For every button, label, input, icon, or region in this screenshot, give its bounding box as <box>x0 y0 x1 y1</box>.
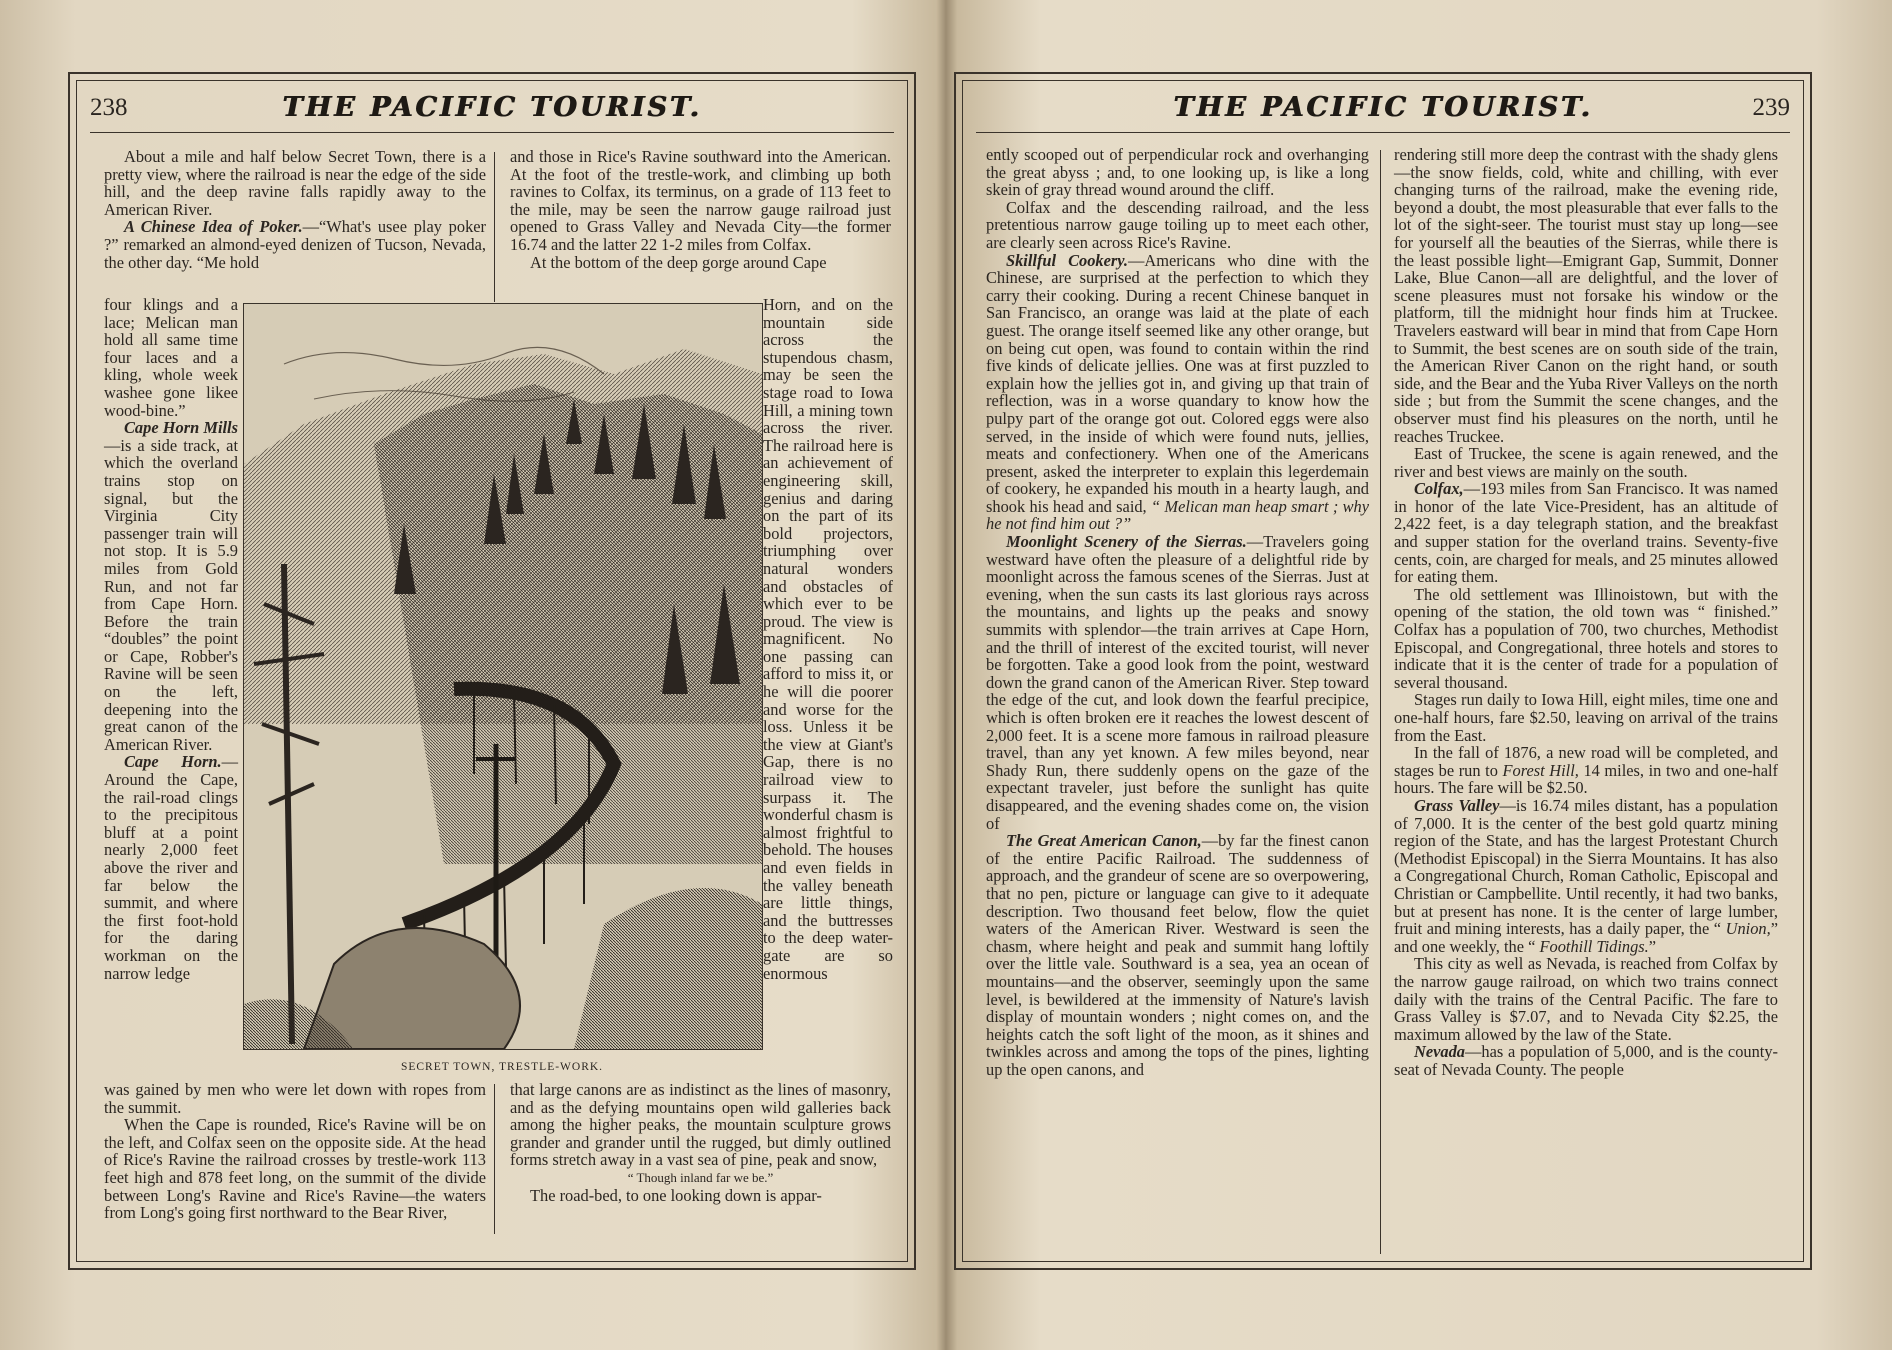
heading-grass-valley: Grass Valley <box>1414 795 1500 815</box>
left-col1-bottom <box>104 1081 486 1222</box>
engraving-image <box>244 304 762 1049</box>
illustration-caption: SECRET TOWN, TRESTLE-WORK. <box>400 1061 604 1073</box>
heading-chinese-poker: A Chinese Idea of Poker. <box>124 217 303 237</box>
paragraph-text: In the fall of 1876, a new road will be completed, and stages be run to <box>1394 743 1778 780</box>
left-col2-top <box>510 148 891 271</box>
paragraph-colfax <box>1394 480 1778 586</box>
left-right-wrap-column <box>763 296 893 982</box>
paragraph-cont: ently scooped out of perpendicular rock and overhanging the great abyss ; and, to one looking up, is like a long skein of gray thread wound around the cliff. <box>986 145 1369 200</box>
right-col1 <box>986 146 1369 1078</box>
left-column-divider-lower <box>494 1084 495 1234</box>
forest-hill-text: Forest Hill, <box>1502 760 1579 780</box>
paragraph-text: —“What's usee play poker ?” remarked an almond-eyed denizen of Tucson, Nevada, the other day. “Me hold <box>104 217 486 272</box>
left-header-rule <box>90 132 894 133</box>
paragraph-nevada <box>1394 1043 1778 1078</box>
paragraph-colfax-view: Colfax and the descending railroad, and the less pretentious narrow gauge toiling up to meet each other, are clearly seen across Rice's Ravine. <box>986 197 1369 252</box>
right-col2 <box>1394 146 1778 1078</box>
heading-nevada: Nevada <box>1414 1042 1465 1062</box>
paragraph-gorge-cont: Horn, and on the mountain side across the stupendous chasm, may be seen the stage road to Iowa Hill, a mining town across the river. The railroad here is an achievement of engineering skill, genius and daring on the part of its bold projectors, triumphing over natural wonders and obstacles of which ever to be proud. The view is magnificent. No one passing can afford to miss it, or he will die poorer and worse for the loss. Unless it be the view at Giant's Gap, there is no railroad view to surpass it. The wonderful chasm is almost frightful to behold. The houses and even fields in the valley beneath are little things, and the buttresses to the deep water-gate are so enormous <box>763 295 893 983</box>
paragraph-text: —Americans who dine with the Chinese, are surprised at the perfection to which they carry their cooking. During a recent Chinese banquet in San Francisco, an orange was laid at the plate of each guest. The orange itself seemed like any other orange, but on being cut open, was found to contain within the rind five kinds of delicate jellies. One was at first puzzled to explain how the jellies got in, and giving up that train of reflection, was in a worse quandary to know how the pulpy part of the orange got out. Colored eggs were also served, in the inside of which were found nuts, jellies, meats and confectionery. When one of the Americans present, asked the interpreter to explain this legerdemain of cookery, he expanded his mouth in a hearty laugh, and shook his head and said, <box>986 250 1369 516</box>
left-wrap-column <box>104 296 238 982</box>
left-col1-top <box>104 148 486 271</box>
heading-moonlight-scenery: Moonlight Scenery of the Sierras. <box>1006 532 1247 552</box>
left-col2-bottom <box>510 1081 891 1204</box>
left-running-title: THE PACIFIC TOURIST. <box>282 92 702 123</box>
paragraph-text: —193 miles from San Francisco. It was named in honor of the late Vice-President, has an altitude of 2,422 feet, is a day telegraph station, and the breakfast and supper station for the overland trains. Seventy-five cents, coin, are charged for meals, and 25 minutes allowed for eating them. <box>1394 479 1778 587</box>
left-page-number: 238 <box>90 94 128 121</box>
paragraph-text: —Travelers going westward have often the pleasure of a delightful ride by moonlight across the famous scenes of the Sierras. Just at evening, when the sun casts its last glorious rays across the mountains, and lights up the peaks and snowy summits with splendor—the train arrives at Cape Horn, and the thrill of interest of the excited tourist, will never be forgotten. Take a good look from the point, westward down the grand canon of the American River. Step toward the edge of the cut, and look down the fearful precipice, which is often broken ere it reaches the lowest descent of 2,000 feet. It is a scene more famous in railroad pleasure travel, than any yet known. A few miles beyond, near Shady Run, there suddenly opens on the gaze of the expectant traveler, just before the sunlight has quite disappeared, and the evening shades come on, the vision of <box>986 532 1369 833</box>
paragraph-text: ” <box>1648 936 1657 956</box>
right-page-number: 239 <box>1752 94 1790 121</box>
paragraph-text: —by far the finest canon of the entire Pacific Railroad. The suddenness of approach, and the grandeur of scene are so overpowering, that no pen, picture or language can give to it adequate description. Two thousand feet below, flow the quiet waters of the American River. Westward is seen the chasm, where height and peak and summit hang loftily over the little vale. Southward is a sea, yea an ocean of mountains—and the observer, seemingly upon the same level, is bewildered at the immensity of Nature's lavish display of mountain wonders ; night comes on, and the heights catch the soft light of the moon, as it shines and twinkles across and among the tops of the pines, lighting up the open canons, and <box>986 831 1369 1079</box>
paragraph-east-truckee: East of Truckee, the scene is again renewed, and the river and best views are mainly on the south. <box>1394 444 1778 481</box>
heading-colfax: Colfax, <box>1414 479 1464 499</box>
left-header <box>90 90 894 130</box>
paragraph-illinoistown: The old settlement was Illinoistown, but with the opening of the station, the old town was “ finished.” Colfax has a population of 700, two churches, Methodist Episcopal, and Congregational, three hotels and stores to indicate that it is the center of trade for a population of several thousand. <box>1394 584 1778 692</box>
paragraph-text: ” and one weekly, the “ <box>1394 919 1778 956</box>
paragraph-poker-cont: four klings and a lace; Melican man hold all same time four laces and a kling, whole week washee gone likee wood-bine.” <box>104 295 238 420</box>
foothill-text: Foothill Tidings. <box>1539 936 1649 956</box>
paragraph-road-bed: The road-bed, to one looking down is appar- <box>530 1185 822 1205</box>
paragraph-text: —is 16.74 miles distant, has a population of 7,000. It is the center of the best gold quartz mining region of the State, and has the largest Protestant Church (Methodist Episcopal) in the Sierra Mountains. It has also a Congregational Church, Roman Catholic, Episcopal and Christian or Campbellite. Until recently, it had two banks, but at present has none. It is the center of large lumber, fruit and mining interests, has a daily paper, the “ <box>1394 795 1778 939</box>
paragraph-cookery <box>986 252 1369 534</box>
trestle-illustration <box>243 303 763 1050</box>
paragraph-narrow-gauge: This city as well as Nevada, is reached from Colfax by the narrow gauge railroad, on which two trains connect daily with the trains of the Central Pacific. The fare to Grass Valley is $7.07, and to Nevada City $2.25, the maximum allowed by the law of the State. <box>1394 954 1778 1044</box>
paragraph: About a mile and half below Secret Town, there is a pretty view, where the railroad is near the edge of the side hill, and the deep ravine falls rapidly away to the American River. <box>104 147 486 219</box>
paragraph-rices-ravine: When the Cape is rounded, Rice's Ravine will be on the left, and Colfax seen on the opposite side. At the head of Rice's Ravine the railroad crosses by trestle-work 113 feet high and 878 feet long, on the summit of the divide between Long's Ravine and Rice's Ravine—the waters from Long's going first northward to the Bear River, <box>104 1115 486 1223</box>
right-column-divider <box>1380 150 1381 1254</box>
heading-cape-horn: Cape Horn. <box>124 752 222 772</box>
paragraph-canons: that large canons are as indistinct as the lines of masonry, and as the defying mountains open wild galleries back among the higher peaks, the mountain sculpture grows grander and grander until the rugged, but dimly outlined forms stretch away in a vast sea of pine, peak and snow, <box>510 1080 891 1170</box>
heading-cape-horn-mills: Cape Horn Mills <box>124 418 238 438</box>
paragraph-text: —Around the Cape, the rail-road clings to the precipitous bluff at a point nearly 2,000 feet above the river and far below the summit, and where the first foot-hold for the daring workman on the narrow ledge <box>104 752 238 983</box>
paragraph-poker <box>104 218 486 271</box>
paragraph-moonlight <box>986 533 1369 832</box>
left-column-divider <box>494 152 495 302</box>
right-header-rule <box>976 132 1790 133</box>
paragraph-text: 14 miles, in two and one-half hours. The fare will be $2.50. <box>1394 760 1778 798</box>
quote-text: “ Melican man heap smart ; why he not find him out ?” <box>986 496 1369 534</box>
paragraph-text: —has a population of 5,000, and is the county-seat of Nevada County. The people <box>1394 1042 1778 1079</box>
paragraph-mills <box>104 419 238 753</box>
paragraph-forest-hill <box>1394 744 1778 797</box>
paragraph-trestle: and those in Rice's Ravine southward into the American. At the foot of the trestle-work, and climbing up both ravines to Colfax, its terminus, on a grade of 113 feet to the mile, may be seen the narrow gauge railroad just opened to Grass Valley and Nevada City—the former 16.74 and the latter 22 1-2 miles from Colfax. <box>510 147 891 254</box>
paragraph-cont: was gained by men who were let down with ropes from the summit. <box>104 1080 486 1117</box>
poem-quote: “ Though inland far we be.” <box>627 1169 774 1185</box>
paragraph-stages: Stages run daily to Iowa Hill, eight miles, time one and one-half hours, fare $2.50, leaving on arrival of the trains from the East. <box>1394 690 1778 745</box>
paragraph-great-canon <box>986 832 1369 1078</box>
paragraph-text: —is a side track, at which the overland trains stop on signal, but the Virginia City passenger train will not stop. It is 5.9 miles from Gold Run, and not far from Cape Horn. Before the train “doubles” the point or Cape, Robber's Ravine will be seen on the left, deepening into the great canon of the American River. <box>104 435 238 754</box>
right-running-title: THE PACIFIC TOURIST. <box>1173 92 1593 123</box>
right-header <box>976 90 1790 130</box>
union-text: Union, <box>1725 919 1771 939</box>
paragraph-cape-horn <box>104 753 238 982</box>
heading-great-american-canon: The Great American Canon, <box>1006 831 1202 851</box>
paragraph-cont: rendering still more deep the contrast with the shady glens—the snow fields, cold, white and chilling, with ever changing turns of the railroad, make the evening ride, beyond a doubt, the most pleasurable that ever falls to the lot of the sight-seer. The tourist must stay up long—see for yourself all the beauties of the Sierras, while there is the least possible light—Emigrant Gap, Summit, Donner Lake, Blue Canon—all are delightful, and the lover of scene pleasures must not forsake his window or the platform, till the midnight hour finds him at Truckee. Travelers eastward will bear in mind that from Cape Horn to Summit, the best scenes are on south side of the train, the American River Canon on the right hand, or south side, and the Bear and the Yuba River Valleys on the north side ; but from the Summit the scene changes, and the observer must find his pleasures on the north, until he reaches Truckee. <box>1394 145 1778 446</box>
paragraph-gorge: At the bottom of the deep gorge around Cape <box>530 252 827 272</box>
paragraph-grass-valley <box>1394 797 1778 955</box>
heading-skillful-cookery: Skillful Cookery. <box>1006 250 1129 270</box>
